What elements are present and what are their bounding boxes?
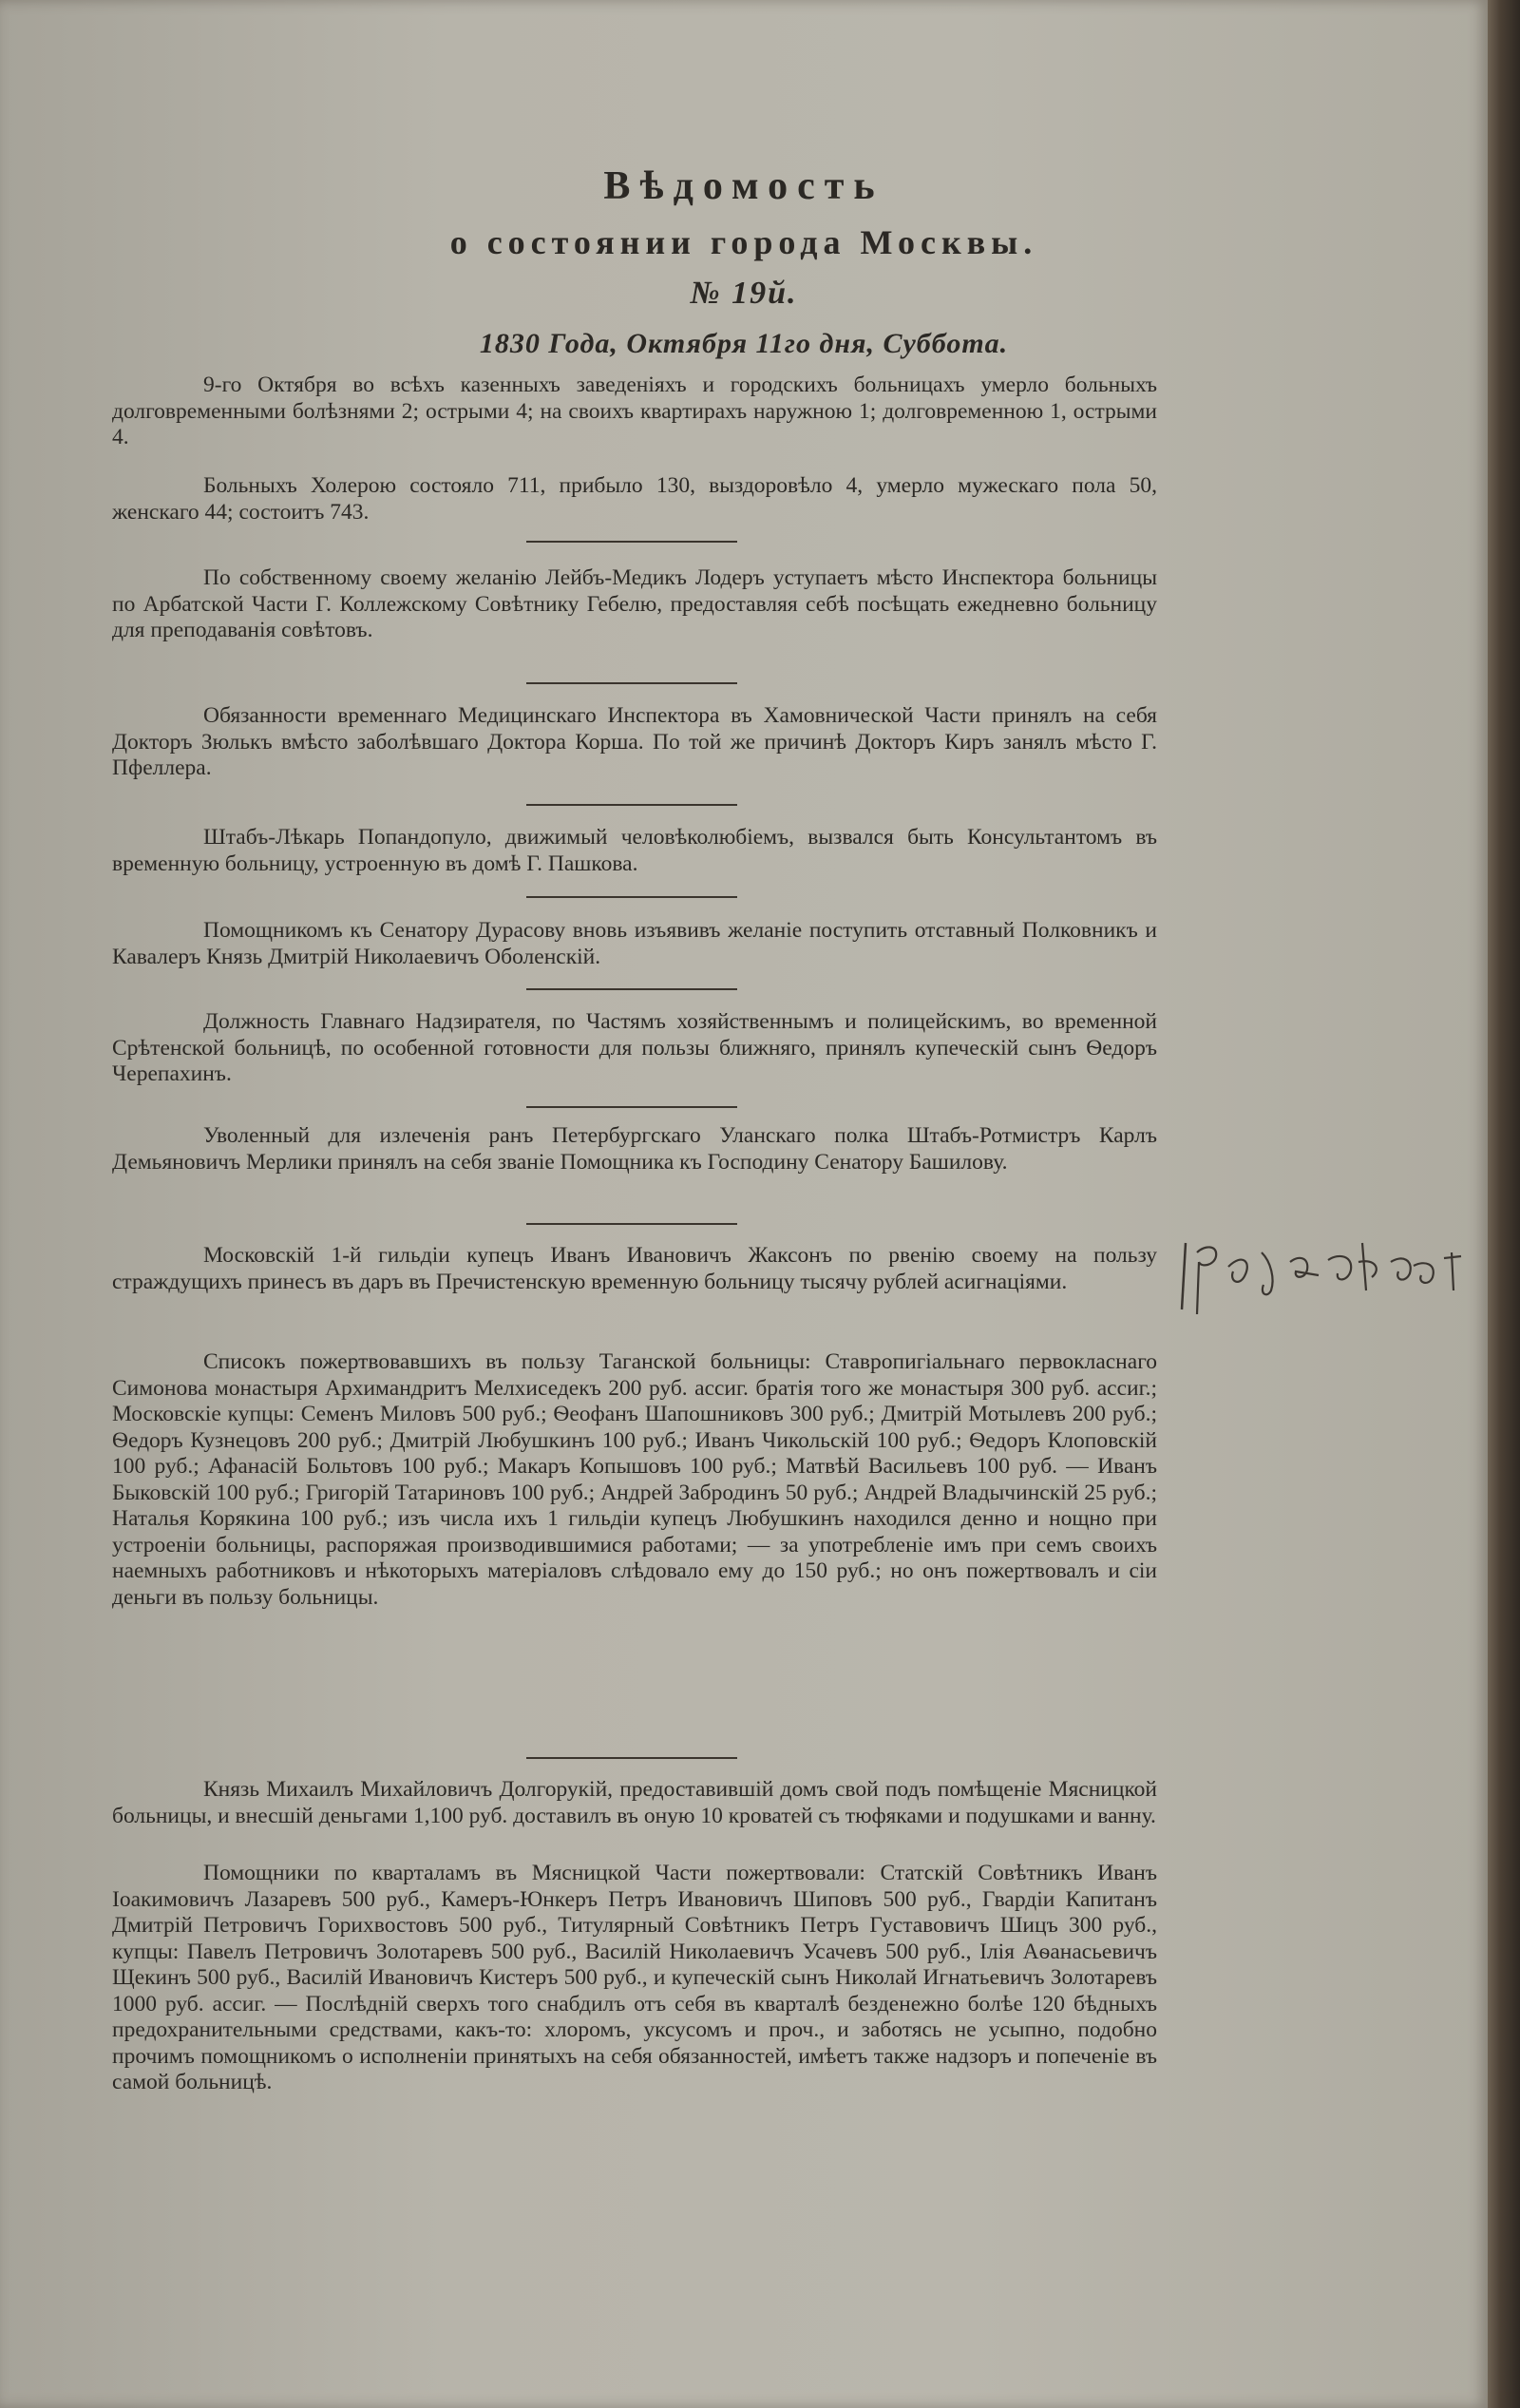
paragraph-donor-list: Списокъ пожертвовавшихъ въ пользу Таганской больницы: Ставропигiальнаго первокласнаго Симонова монастыря Архимандритъ Мелхиседекъ 200 руб. ассиг. братiя того же монастыря 300 руб. ассиг.; Московскiе купцы: Семенъ Миловъ 500 руб.; Ѳеофанъ Шапошниковъ 300 руб.; Дмитрiй Мотылевъ 200 руб.; Ѳедоръ Кузнецовъ 200 руб.; Дмитрiй Любушкинъ 100 руб.; Иванъ Чикольскiй 100 руб.; Ѳедоръ Клоповскiй 100 руб.; Афанасiй Больтовъ 100 руб.; Макаръ Копышовъ 100 руб.; Матвѣй Васильевъ 100 руб. — Иванъ Быковскiй 100 руб.; Григорiй Татариновъ 100 руб.; Андрей Забродинъ 50 руб.; Андрей Владычинскiй 25 руб.; Наталья Корякина 100 руб.; изъ числа ихъ 1 гильдiи купецъ Любушкинъ находился денно и нощно при устроенiи больницы, распоряжая производившимися работами; — за употребленiе имъ при семъ своихъ наемныхъ работниковъ и нѣкоторыхъ матерiаловъ слѣдовало ему до 150 руб.; но онъ пожертвовалъ и сiи деньги въ пользу больницы. <box>112 1349 1157 1610</box>
document-subtitle: о состоянии города Москвы. <box>449 223 1038 261</box>
page-edge <box>1488 0 1520 2408</box>
divider <box>526 896 737 898</box>
paragraph-inspector: Обязанности временнаго Медицинскаго Инспектора въ Хамовнической Части принялъ на себя Докторъ Зюлькъ вмѣсто заболѣвшаго Доктора Корша. По той же причинѣ Докторъ Киръ занялъ мѣсто Г. Пфеллера. <box>112 703 1157 780</box>
paragraph-mortality: 9-го Октября во всѣхъ казенныхъ заведенiяхъ и городскихъ больницахъ умерло больныхъ долговременными болѣзнями 2; острыми 4; на своихъ квартирахъ наружною 1; долговременною 1, острыми 4. <box>112 373 1157 449</box>
paragraph-dolgoruky: Князь Михаилъ Михайловичъ Долгорукiй, предоставившiй домъ свой подъ помѣщенiе Мясницкой больницы, и внесшiй деньгами 1,100 руб. доставилъ въ оную 10 кроватей съ тюфяками и подушками и ванну. <box>112 1777 1157 1828</box>
divider <box>526 541 737 543</box>
paragraph-popandopulo: Штабъ-Лѣкарь Попандопуло, движимый человѣколюбiемъ, вызвался быть Консультантомъ въ временную больницу, устроенную въ домѣ Г. Пашкова. <box>112 825 1157 876</box>
paragraph-merliki: Уволенный для излеченiя ранъ Петербургскаго Уланскаго полка Штабъ-Ротмистръ Карлъ Демьяновичъ Мерлики принялъ на себя званiе Помощника къ Господину Сенатору Башилову. <box>112 1123 1157 1175</box>
paragraph-assistants: Помощники по кварталамъ въ Мясницкой Части пожертвовали: Статскiй Совѣтникъ Иванъ Іоакимовичъ Лазаревъ 500 руб., Камеръ-Юнкеръ Петръ Ивановичъ Шиповъ 500 руб., Гвардiи Капитанъ Дмитрiй Петровичъ Горихвостовъ 500 руб., Титулярный Совѣтникъ Петръ Густавовичъ Шицъ 300 руб., купцы: Павелъ Петровичъ Золотаревъ 500 руб., Василiй Николаевичъ Усачевъ 500 руб., Ілiя Аѳанасьевичъ Щекинъ 500 руб., Василiй Ивановичъ Кистеръ 500 руб., и купеческiй сынъ Николай Игнатьевичъ Золотаревъ 1000 руб. ассиг. — Послѣднiй сверхъ того снабдилъ отъ себя въ кварталѣ безденежно болѣе 120 бѣдныхъ предохранительными средствами, какъ-то: хлоромъ, уксусомъ и проч., и заботясь не усыпно, подобно прочимъ помощникомъ о исполненiи принятыхъ на себя обязанностей, имѣетъ также надзоръ и попеченiе въ самой больницѣ. <box>112 1861 1157 2094</box>
paragraph-obolensky: Помощникомъ къ Сенатору Дурасову вновь изъявивъ желанiе поступить отставный Полковникъ и Кавалеръ Князь Дмитрiй Николаевичъ Оболенскiй. <box>112 918 1157 969</box>
divider <box>526 804 737 806</box>
issue-number: № 19й. <box>690 276 798 311</box>
document-title: Вѣдомость <box>603 164 884 208</box>
paragraph-loder: По собственному своему желанiю Лейбъ-Медикъ Лодеръ уступаетъ мѣсто Инспектора больницы по Арбатской Части Г. Коллежскому Совѣтнику Гебелю, предоставляя себѣ посѣщать ежедневно больницу для преподаванiя совѣтовъ. <box>112 565 1157 642</box>
divider <box>526 1757 737 1759</box>
divider <box>526 1223 737 1225</box>
paragraph-jackson: Московскiй 1-й гильдiи купецъ Иванъ Ивановичъ Жаксонъ по рвенiю своему на пользу страждущихъ принесъ въ даръ въ Пречистенскую временную больницу тысячу рублей асигнацiями. <box>112 1243 1157 1294</box>
dateline: 1830 Года, Октября 11го дня, Суббота. <box>479 328 1009 359</box>
divider <box>526 682 737 684</box>
paragraph-cherepakhin: Должность Главнаго Надзирателя, по Частямъ хозяйственнымъ и полицейскимъ, во временной Срѣтенской больницѣ, по особенной готовности для пользы ближняго, принялъ купеческiй сынъ Ѳедоръ Черепахинъ. <box>112 1009 1157 1086</box>
handwritten-margin-note <box>1176 1224 1480 1324</box>
divider <box>526 1106 737 1108</box>
divider <box>526 988 737 990</box>
paragraph-cholera: Больныхъ Холерою состояло 711, прибыло 130, выздоровѣло 4, умерло мужескаго пола 50, женскаго 44; состоитъ 743. <box>112 473 1157 525</box>
